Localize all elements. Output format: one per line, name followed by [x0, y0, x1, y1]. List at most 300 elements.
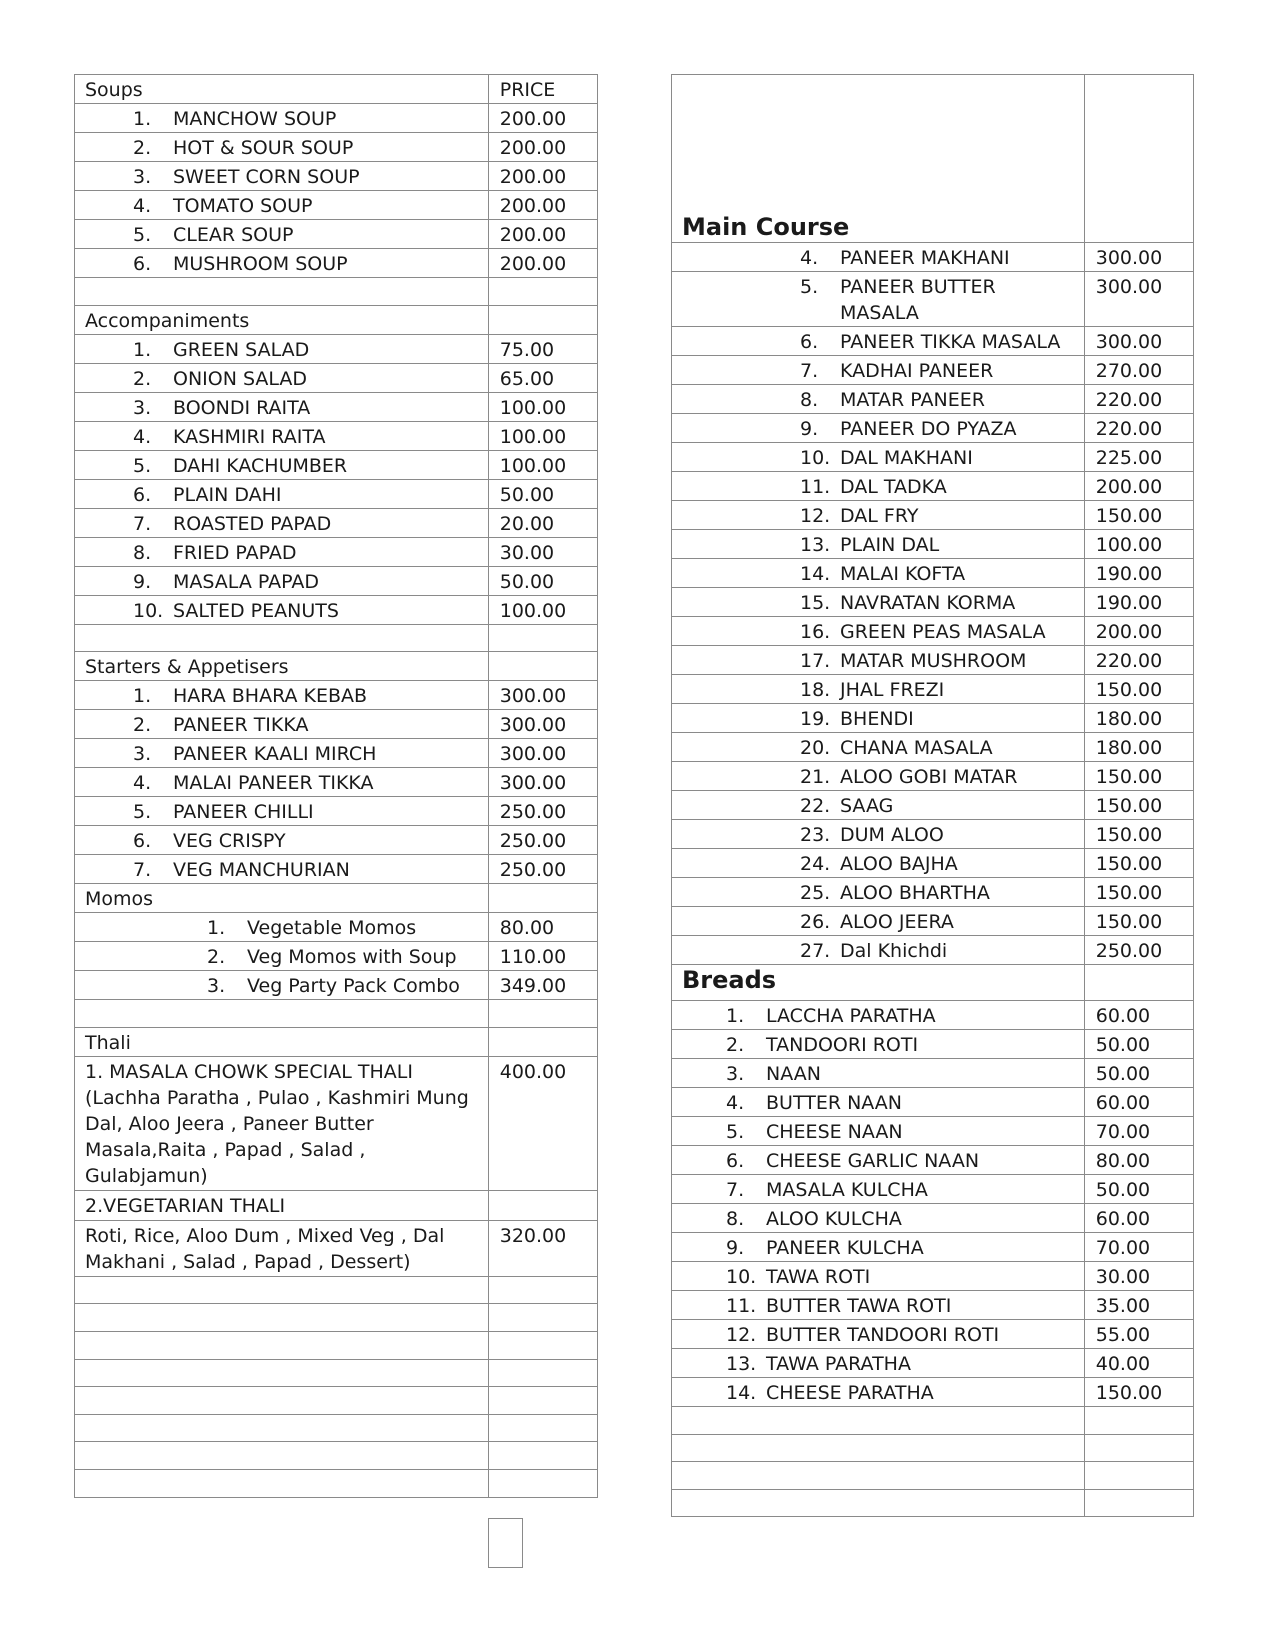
item-name: PANEER CHILLI [173, 801, 314, 824]
menu-item-row [75, 191, 598, 220]
item-price-cell [488, 133, 597, 162]
item-name: CHEESE GARLIC NAAN [766, 1150, 980, 1172]
item-number: 27. [800, 940, 831, 962]
item-name-cell [672, 443, 1085, 472]
item-name-cell [672, 472, 1085, 501]
item-price-cell [1084, 588, 1193, 617]
menu-item-row [672, 1233, 1194, 1262]
item-name: KADHAI PANEER [840, 360, 994, 382]
item-price: 70.00 [1095, 1121, 1151, 1143]
item-name: MUSHROOM SOUP [173, 253, 348, 275]
item-price: 100.00 [499, 599, 567, 622]
item-number: 7. [726, 1179, 745, 1201]
item-name: Veg Party Pack Combo [247, 975, 460, 998]
item-name-cell [75, 508, 489, 537]
menu-item-row [75, 537, 598, 566]
item-price: 60.00 [1095, 1092, 1151, 1114]
item-name-cell [672, 1175, 1085, 1204]
item-number: 2. [133, 137, 152, 159]
section-title-cell [672, 965, 1085, 1001]
item-price: 55.00 [1095, 1324, 1151, 1346]
item-number: 12. [726, 1324, 757, 1346]
menu-item-row [75, 479, 598, 508]
item-price: 270.00 [1095, 360, 1163, 382]
item-name-cell [672, 530, 1085, 559]
menu-table-right [671, 74, 1194, 1517]
item-name-cell [672, 1059, 1085, 1088]
item-price-cell [488, 566, 597, 595]
item-price: 50.00 [1095, 1034, 1151, 1056]
item-name-cell [672, 414, 1085, 443]
item-price-cell [488, 537, 597, 566]
item-price-cell [488, 392, 597, 421]
section-title: Breads [682, 966, 777, 994]
item-name: Dal Khichdi [840, 940, 948, 962]
blank-cell [1084, 1489, 1193, 1517]
item-name-cell [672, 1204, 1085, 1233]
item-name: HOT & SOUR SOUP [173, 137, 354, 159]
blank-cell [488, 1359, 597, 1387]
item-name-cell [75, 104, 489, 133]
item-name: DAL TADKA [840, 476, 947, 498]
item-name: ALOO JEERA [840, 911, 954, 933]
item-price: 150.00 [1095, 795, 1163, 817]
blank-cell [488, 1331, 597, 1359]
item-number: 8. [800, 389, 819, 411]
item-name: ALOO GOBI MATAR [840, 766, 1018, 788]
section-header-row [75, 75, 598, 104]
item-price: 200.00 [499, 195, 567, 217]
menu-item-row [75, 133, 598, 162]
item-price-cell [1084, 472, 1193, 501]
item-name: CHEESE NAAN [766, 1121, 903, 1143]
item-name-cell [672, 1233, 1085, 1262]
item-name-cell [672, 356, 1085, 385]
item-name-cell [672, 849, 1085, 878]
item-name-cell [672, 1146, 1085, 1175]
blank-cell [488, 305, 597, 334]
item-number: 21. [800, 766, 831, 788]
item-price-cell [488, 508, 597, 537]
item-name-cell [672, 1291, 1085, 1320]
blank-cell [1084, 1407, 1193, 1435]
menu-item-row [672, 1349, 1194, 1378]
item-price: 200.00 [499, 253, 567, 275]
item-number: 1. [133, 685, 152, 708]
item-price-cell [488, 1220, 597, 1276]
section-title-cell [672, 75, 1085, 243]
item-price-cell [488, 855, 597, 884]
item-number: 4. [726, 1092, 745, 1114]
item-name: DAL MAKHANI [840, 447, 973, 469]
menu-item-row [672, 1059, 1194, 1088]
blank-cell [75, 278, 489, 306]
item-number: 6. [133, 483, 152, 506]
item-price: 300.00 [1095, 276, 1163, 298]
menu-item-row [75, 768, 598, 797]
menu-item-row [672, 243, 1194, 272]
item-name: ONION SALAD [173, 367, 308, 390]
item-price: 75.00 [499, 338, 555, 361]
item-name-cell [672, 559, 1085, 588]
item-number: 20. [800, 737, 831, 759]
blank-cell [75, 1276, 489, 1304]
item-number: 1. [207, 917, 226, 940]
blank-row [672, 1489, 1194, 1517]
item-price-cell [488, 191, 597, 220]
item-name: CHANA MASALA [840, 737, 993, 759]
item-name-cell [75, 710, 489, 739]
item-name: MASALA PAPAD [173, 570, 319, 593]
menu-item-row [672, 617, 1194, 646]
item-price: 60.00 [1095, 1005, 1151, 1027]
item-number: 26. [800, 911, 831, 933]
item-price: 50.00 [1095, 1179, 1151, 1201]
item-price-cell [1084, 243, 1193, 272]
menu-item-row [672, 1117, 1194, 1146]
item-name: MANCHOW SOUP [173, 108, 337, 130]
item-price-cell [1084, 1320, 1193, 1349]
menu-item-row [672, 936, 1194, 965]
item-number: 25. [800, 882, 831, 904]
item-price-cell [1084, 1117, 1193, 1146]
blank-cell [488, 1027, 597, 1056]
item-number: 3. [207, 975, 226, 998]
item-number: 17. [800, 650, 831, 672]
item-name-cell [672, 1262, 1085, 1291]
item-name-cell [75, 249, 489, 278]
item-name-cell [672, 1117, 1085, 1146]
item-price-cell [1084, 704, 1193, 733]
menu-item-row [75, 392, 598, 421]
item-price-cell [488, 479, 597, 508]
item-name: GREEN SALAD [173, 338, 310, 361]
menu-item-row [75, 710, 598, 739]
item-number: 1. [133, 338, 152, 361]
item-name-cell [672, 1088, 1085, 1117]
item-number: 11. [726, 1295, 757, 1317]
item-price: 300.00 [499, 772, 567, 795]
item-price-cell [1084, 1378, 1193, 1407]
menu-item-row [672, 820, 1194, 849]
menu-item-row [672, 1262, 1194, 1291]
item-name-cell [75, 797, 489, 826]
item-name: MALAI KOFTA [840, 563, 966, 585]
item-price: 40.00 [1095, 1353, 1151, 1375]
item-price: 30.00 [499, 541, 555, 564]
blank-row [75, 1387, 598, 1415]
item-name: DAHI KACHUMBER [173, 454, 348, 477]
item-number: 2. [726, 1034, 745, 1056]
item-number: 3. [133, 396, 152, 419]
section-title: Accompaniments [85, 309, 250, 332]
item-price-cell [1084, 356, 1193, 385]
section-title-cell [75, 305, 489, 334]
item-number: 9. [726, 1237, 745, 1259]
item-price: 320.00 [499, 1224, 567, 1247]
item-line [800, 274, 1084, 326]
item-price-cell [1084, 530, 1193, 559]
section-title: Starters & Appetisers [85, 656, 289, 679]
item-name-cell [672, 646, 1085, 675]
item-price: 200.00 [499, 108, 567, 130]
item-number: 19. [800, 708, 831, 730]
item-price: 250.00 [1095, 940, 1163, 962]
item-name-cell [672, 588, 1085, 617]
item-number: 5. [133, 801, 152, 824]
item-name: PANEER DO PYAZA [840, 418, 1017, 440]
item-name-cell [75, 739, 489, 768]
thali-desc-cell [75, 1220, 489, 1276]
item-price-cell [488, 595, 597, 624]
menu-item-row [75, 566, 598, 595]
item-name: ALOO BAJHA [840, 853, 958, 875]
item-price-cell [488, 710, 597, 739]
item-price-cell [488, 1056, 597, 1190]
item-name-cell [672, 762, 1085, 791]
item-number: 14. [726, 1382, 757, 1404]
menu-item-row [672, 443, 1194, 472]
item-name-cell [75, 162, 489, 191]
item-name-cell [75, 191, 489, 220]
menu-item-row [672, 907, 1194, 936]
item-price-cell [1084, 559, 1193, 588]
section-title: Thali [85, 1031, 131, 1054]
item-price-cell [1084, 820, 1193, 849]
item-number: 23. [800, 824, 831, 846]
item-price: 250.00 [499, 859, 567, 882]
item-number: 2. [207, 946, 226, 969]
section-header-row [75, 884, 598, 913]
item-number: 6. [133, 830, 152, 853]
item-number: 7. [800, 360, 819, 382]
item-name-cell [672, 1378, 1085, 1407]
section-title: Soups [85, 79, 143, 101]
blank-cell [75, 1442, 489, 1470]
blank-cell [488, 1000, 597, 1028]
menu-item-row [75, 421, 598, 450]
menu-item-row [75, 104, 598, 133]
section-header-row [672, 965, 1194, 1001]
thali-desc-cell [75, 1056, 489, 1190]
item-price: 300.00 [499, 714, 567, 737]
blank-cell [488, 1414, 597, 1442]
item-price: 349.00 [499, 975, 567, 998]
item-price-cell [1084, 272, 1193, 327]
item-name: SALTED PEANUTS [173, 599, 339, 622]
menu-item-row [672, 675, 1194, 704]
item-name: PANEER KULCHA [766, 1237, 924, 1259]
item-price-cell [1084, 791, 1193, 820]
item-name: BUTTER TAWA ROTI [766, 1295, 952, 1317]
item-price: 300.00 [1095, 247, 1163, 269]
item-name: TOMATO SOUP [173, 195, 313, 217]
item-name-cell [75, 595, 489, 624]
section-title-cell [75, 75, 489, 104]
item-name-cell [672, 1030, 1085, 1059]
item-price-cell [488, 797, 597, 826]
menu-item-row [672, 1378, 1194, 1407]
blank-row [75, 1000, 598, 1028]
item-price: 200.00 [1095, 621, 1163, 643]
blank-cell [75, 1331, 489, 1359]
item-price: 80.00 [1095, 1150, 1151, 1172]
blank-cell [672, 1434, 1085, 1462]
item-price: 50.00 [1095, 1063, 1151, 1085]
item-name: Vegetable Momos [247, 917, 417, 940]
item-name: MATAR PANEER [840, 389, 985, 411]
item-price: 300.00 [499, 743, 567, 766]
item-price: 200.00 [499, 137, 567, 159]
item-name: PANEER MAKHANI [840, 247, 1010, 269]
item-number: 13. [726, 1353, 757, 1375]
item-price: 190.00 [1095, 592, 1163, 614]
item-price-cell [488, 421, 597, 450]
item-price-cell [1084, 1291, 1193, 1320]
menu-table-left [74, 74, 598, 1498]
menu-item-row [75, 450, 598, 479]
blank-row [672, 1434, 1194, 1462]
item-name-cell [75, 537, 489, 566]
item-number: 15. [800, 592, 831, 614]
item-name: DAL FRY [840, 505, 919, 527]
item-number: 6. [726, 1150, 745, 1172]
item-price: 300.00 [499, 685, 567, 708]
item-name: BUTTER NAAN [766, 1092, 903, 1114]
thali-description: 2.VEGETARIAN THALI [85, 1194, 286, 1217]
menu-item-row [672, 559, 1194, 588]
menu-item-row [672, 356, 1194, 385]
item-number: 7. [133, 512, 152, 535]
item-name: SWEET CORN SOUP [173, 166, 360, 188]
menu-item-row [672, 1146, 1194, 1175]
item-name: PANEER BUTTER MASALA [840, 276, 996, 324]
item-price: 70.00 [1095, 1237, 1151, 1259]
item-name: PLAIN DAL [840, 534, 940, 556]
menu-item-row [672, 1204, 1194, 1233]
blank-cell [75, 1387, 489, 1415]
menu-item-row [75, 508, 598, 537]
price-header: PRICE [499, 79, 556, 101]
item-name: MALAI PANEER TIKKA [173, 772, 374, 795]
menu-item-row [75, 363, 598, 392]
item-name-cell [672, 820, 1085, 849]
item-name: BOONDI RAITA [173, 396, 311, 419]
item-price-cell [488, 249, 597, 278]
item-price: 180.00 [1095, 708, 1163, 730]
blank-cell [1084, 75, 1193, 243]
blank-row [75, 1442, 598, 1470]
item-name-cell [75, 913, 489, 942]
menu-item-row [75, 826, 598, 855]
menu-item-row [672, 472, 1194, 501]
item-price: 100.00 [1095, 534, 1163, 556]
item-number: 8. [726, 1208, 745, 1230]
item-name: ALOO KULCHA [766, 1208, 902, 1230]
item-name-cell [75, 566, 489, 595]
item-name-cell [672, 1349, 1085, 1378]
item-price: 150.00 [1095, 766, 1163, 788]
menu-item-row [75, 249, 598, 278]
item-name-cell [75, 479, 489, 508]
menu-item-row [75, 681, 598, 710]
item-number: 22. [800, 795, 831, 817]
item-price: 150.00 [1095, 505, 1163, 527]
item-name-cell [75, 768, 489, 797]
item-name-cell [672, 272, 1085, 327]
menu-item-row [672, 1088, 1194, 1117]
blank-cell [488, 652, 597, 681]
item-number: 6. [800, 331, 819, 353]
item-number: 24. [800, 853, 831, 875]
blank-cell [488, 1442, 597, 1470]
item-name: KASHMIRI RAITA [173, 425, 326, 448]
item-price: 225.00 [1095, 447, 1163, 469]
item-name-cell [75, 971, 489, 1000]
item-name-cell [75, 681, 489, 710]
item-price-cell [1084, 1349, 1193, 1378]
section-header-row [75, 652, 598, 681]
blank-cell [672, 1407, 1085, 1435]
item-price: 200.00 [1095, 476, 1163, 498]
item-number: 5. [133, 224, 152, 246]
item-price-cell [1084, 733, 1193, 762]
item-price-cell [488, 826, 597, 855]
item-number: 3. [726, 1063, 745, 1085]
item-price-cell [488, 681, 597, 710]
item-number: 10. [726, 1266, 757, 1288]
blank-cell [488, 884, 597, 913]
blank-cell [75, 1469, 489, 1497]
item-price: 150.00 [1095, 679, 1163, 701]
item-name: TAWA ROTI [766, 1266, 871, 1288]
blank-row [672, 1407, 1194, 1435]
item-name-cell [672, 675, 1085, 704]
blank-cell [75, 1414, 489, 1442]
menu-item-row [75, 220, 598, 249]
item-name-cell [75, 421, 489, 450]
menu-item-row [672, 588, 1194, 617]
item-name-cell [672, 243, 1085, 272]
item-price: 100.00 [499, 396, 567, 419]
item-name-cell [672, 617, 1085, 646]
item-price: 100.00 [499, 425, 567, 448]
blank-cell [75, 1359, 489, 1387]
item-number: 3. [133, 166, 152, 188]
item-number: 9. [800, 418, 819, 440]
menu-item-row [672, 791, 1194, 820]
item-name: VEG MANCHURIAN [173, 859, 350, 882]
item-price: 50.00 [499, 483, 555, 506]
menu-item-row [75, 595, 598, 624]
item-name-cell [75, 363, 489, 392]
item-price: 110.00 [499, 946, 567, 969]
item-name-cell [75, 826, 489, 855]
item-price-cell [1084, 1059, 1193, 1088]
item-number: 2. [133, 714, 152, 737]
blank-cell [488, 1469, 597, 1497]
item-name: FRIED PAPAD [173, 541, 297, 564]
menu-item-row [75, 162, 598, 191]
item-name: PLAIN DAHI [173, 483, 282, 506]
item-price-cell [488, 971, 597, 1000]
item-name-cell [75, 133, 489, 162]
item-name: HARA BHARA KEBAB [173, 685, 368, 708]
item-number: 3. [133, 743, 152, 766]
item-price: 400.00 [499, 1060, 567, 1083]
item-number: 4. [800, 247, 819, 269]
item-price-cell [1084, 849, 1193, 878]
